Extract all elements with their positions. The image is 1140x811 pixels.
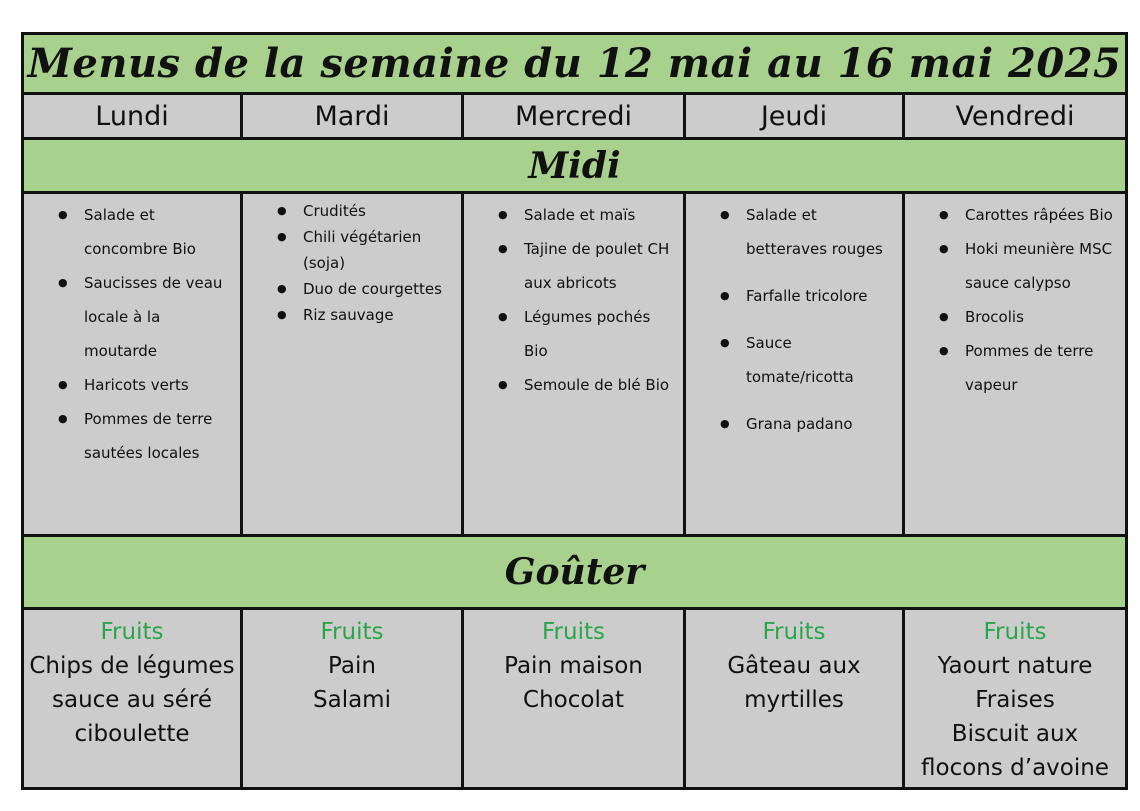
menu-item: ● Riz sauvage <box>253 302 455 328</box>
day-header-vendredi: Vendredi <box>905 95 1125 137</box>
fruit-label: Fruits <box>983 619 1047 645</box>
menu-item: ● Sauce tomate/ricotta <box>696 326 896 394</box>
midi-section-header: Midi <box>24 140 1125 191</box>
midi-cell-lundi <box>24 194 240 534</box>
menu-item: ● Salade et concombre Bio <box>34 198 234 266</box>
gouter-line: ciboulette <box>74 721 190 747</box>
gouter-line: Pain <box>328 653 376 679</box>
midi-cell-mercredi <box>464 194 683 534</box>
menu-item: ● Haricots verts <box>34 368 234 402</box>
menu-item: ● Légumes pochés Bio <box>474 300 677 368</box>
gouter-section-header: Goûter <box>24 537 1125 607</box>
midi-list-vendredi <box>915 198 1119 402</box>
day-header-jeudi: Jeudi <box>686 95 902 137</box>
menu-item: ● Farfalle tricolore <box>696 279 896 313</box>
menu-item: ● Carottes râpées Bio <box>915 198 1119 232</box>
midi-list-mardi <box>253 198 455 328</box>
menu-item: ● Chili végétarien (soja) <box>253 224 455 276</box>
menu-item: ● Tajine de poulet CH aux abricots <box>474 232 677 300</box>
gouter-line: Biscuit aux <box>951 721 1079 747</box>
midi-list-mercredi <box>474 198 677 402</box>
gouter-cell-mercredi <box>464 610 683 787</box>
gouter-line: flocons d’avoine <box>921 755 1109 781</box>
gouter-cell-mardi <box>243 610 461 787</box>
fruit-label: Fruits <box>542 619 605 645</box>
gouter-line: Yaourt nature <box>937 653 1093 679</box>
gouter-cell-jeudi <box>686 610 902 787</box>
gouter-line: Gâteau aux <box>727 653 861 679</box>
gouter-line: Chips de légumes <box>29 653 235 679</box>
menu-item: ● Duo de courgettes <box>253 276 455 302</box>
fruit-label: Fruits <box>100 619 164 645</box>
menu-item: ● Salade et maïs <box>474 198 677 232</box>
menu-item: ● Saucisses de veau locale à la moutarde <box>34 266 234 368</box>
menu-table <box>21 32 1128 790</box>
day-header-mercredi: Mercredi <box>464 95 683 137</box>
menu-item: ● Brocolis <box>915 300 1119 334</box>
gouter-line: myrtilles <box>744 687 844 713</box>
menu-item: ● Grana padano <box>696 407 896 441</box>
gouter-line: Chocolat <box>523 687 624 713</box>
day-header-lundi: Lundi <box>24 95 240 137</box>
menu-item: ● Salade et betteraves rouges <box>696 198 896 266</box>
menu-item: ● Crudités <box>253 198 455 224</box>
gouter-cell-vendredi <box>905 610 1125 787</box>
midi-cell-jeudi <box>686 194 902 534</box>
menu-item: ● Pommes de terre vapeur <box>915 334 1119 402</box>
menu-title: Menus de la semaine du 12 mai au 16 mai 2025 <box>24 35 1125 92</box>
midi-cell-mardi <box>243 194 461 534</box>
gouter-line: sauce au séré <box>52 687 212 713</box>
menu-item: ● Semoule de blé Bio <box>474 368 677 402</box>
menu-item: ● Hoki meunière MSC sauce calypso <box>915 232 1119 300</box>
gouter-line: Fraises <box>975 687 1055 713</box>
gouter-line: Salami <box>313 687 391 713</box>
fruit-label: Fruits <box>762 619 826 645</box>
midi-cell-vendredi <box>905 194 1125 534</box>
midi-list-lundi <box>34 198 234 470</box>
midi-list-jeudi <box>696 198 896 441</box>
gouter-cell-lundi <box>24 610 240 787</box>
gouter-line: Pain maison <box>504 653 643 679</box>
fruit-label: Fruits <box>320 619 384 645</box>
day-header-mardi: Mardi <box>243 95 461 137</box>
menu-item: ● Pommes de terre sautées locales <box>34 402 234 470</box>
